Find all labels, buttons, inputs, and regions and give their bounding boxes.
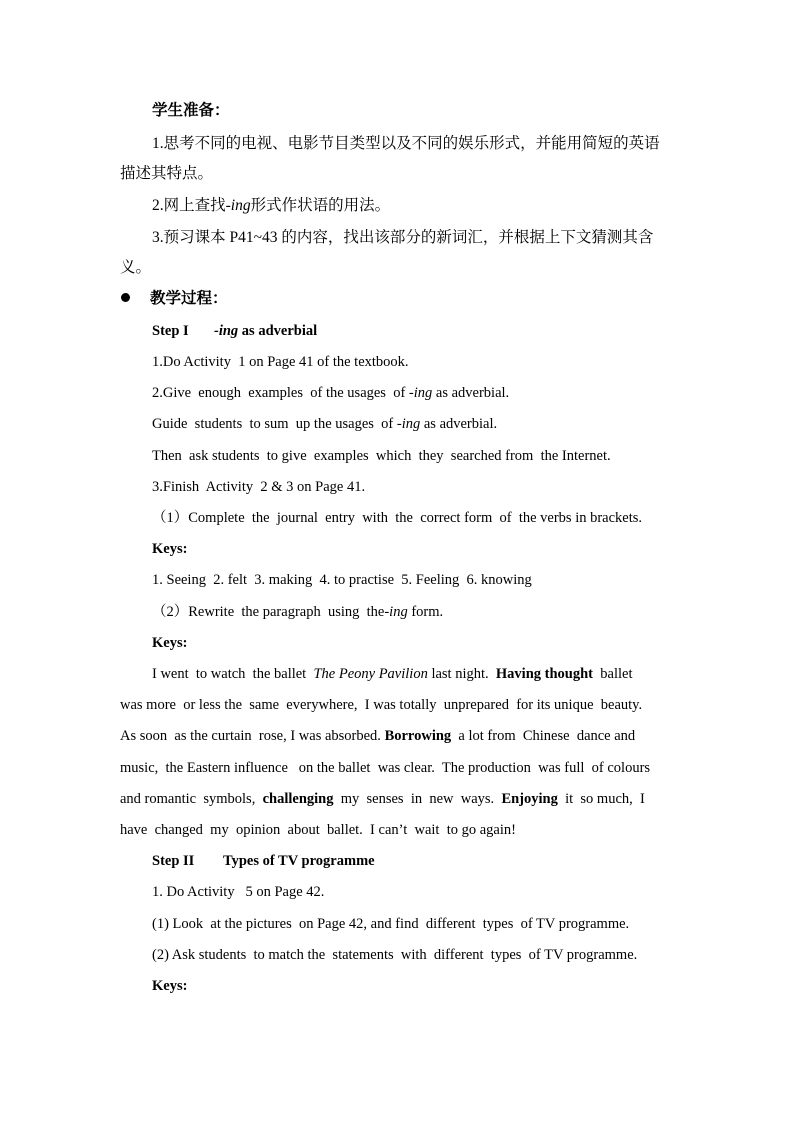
para-line-5-b: my senses in new ways. [333, 791, 502, 807]
step1-sub-2 [152, 602, 443, 622]
prep-item-2-prefix: 2.网上查找 [152, 197, 226, 214]
para-line-2: was more or less the same everywhere, I was totally unprepared for its unique beauty. [120, 697, 643, 713]
step1-line-1: 1.Do Activity 1 on Page 41 of the textbook. [152, 354, 409, 370]
prep-item-1-line-2: 描述其特点。 [120, 165, 214, 182]
para-line-3 [120, 726, 635, 746]
para-line-3-a: As soon as the curtain rose, I was absorbed. [120, 728, 385, 744]
step1-line-3 [152, 414, 497, 434]
prep-item-1-line-1: 1.思考不同的电视、电影节目类型以及不同的娱乐形式，并能用简短的英语 [152, 135, 660, 152]
process-heading: 教学过程： [150, 290, 228, 307]
para-line-5-a: and romantic symbols, [120, 791, 263, 807]
step2-label: Step II [152, 853, 195, 869]
step2-line-2: (1) Look at the pictures on Page 42, and find different types of TV programme. [152, 916, 630, 932]
step2-title: Types of TV programme [223, 853, 375, 869]
step1-sub-2-italic: -ing [384, 604, 408, 620]
prep-item-2 [152, 196, 390, 216]
step1-line-2 [152, 383, 509, 403]
para-line-1-bold: Having thought [495, 666, 594, 682]
step1-title [214, 321, 317, 341]
keys-label-3: Keys: [152, 978, 188, 994]
step1-line-4: Then ask students to give examples which they searched from the Internet. [152, 448, 611, 464]
step1-sub-2-suffix: form. [407, 604, 444, 620]
prep-item-2-italic: -ing [225, 197, 251, 214]
keys-answers-1: 1. Seeing 2. felt 3. making 4. to practise 5. Feeling 6. knowing [152, 572, 532, 588]
para-line-3-b: a lot from Chinese dance and [451, 728, 636, 744]
para-line-3-bold: Borrowing [384, 728, 452, 744]
keys-label-2: Keys: [152, 635, 188, 651]
para-line-1 [152, 664, 632, 684]
para-line-1-b: last night. [427, 666, 496, 682]
prep-item-3-line-2: 义。 [120, 259, 152, 276]
para-line-1-italic: The Peony Pavilion [313, 666, 428, 682]
para-line-6: have changed my opinion about ballet. I can’t wait to go again! [120, 822, 516, 838]
step1-line-3-suffix: as adverbial. [420, 416, 498, 432]
prep-item-3-line-1: 3.预习课本 P41~43 的内容，找出该部分的新词汇，并根据上下文猜测其含 [152, 229, 654, 246]
step1-line-2-italic: -ing [408, 385, 433, 401]
step1-title-rest: as adverbial [238, 323, 318, 339]
step2-line-3: (2) Ask students to match the statements with different types of TV programme. [152, 947, 638, 963]
para-line-4: music, the Eastern influence on the ballet was clear. The production was full of colours [120, 760, 651, 776]
para-line-1-a: I went to watch the ballet [152, 666, 314, 682]
step2-line-1: 1. Do Activity 5 on Page 42. [152, 884, 325, 900]
student-prep-heading: 学生准备： [152, 102, 230, 119]
para-line-5 [120, 789, 645, 809]
step1-sub-1: （1）Complete the journal entry with the correct form of the verbs in brackets. [152, 510, 643, 526]
bullet-icon [121, 293, 130, 302]
para-line-5-bold2: Enjoying [501, 791, 558, 807]
step1-line-2-suffix: as adverbial. [432, 385, 510, 401]
step1-line-5: 3.Finish Activity 2 & 3 on Page 41. [152, 479, 366, 495]
para-line-5-c: it so much, I [557, 791, 645, 807]
step1-sub-2-prefix: （2）Rewrite the paragraph using the [152, 604, 385, 620]
step1-line-3-italic: -ing [396, 416, 421, 432]
step1-line-3-prefix: Guide students to sum up the usages of [152, 416, 397, 432]
keys-label-1: Keys: [152, 541, 188, 557]
step1-line-2-prefix: 2.Give enough examples of the usages of [152, 385, 409, 401]
step1-title-italic: -ing [214, 323, 239, 339]
step1-label: Step I [152, 323, 189, 339]
para-line-1-c: ballet [593, 666, 633, 682]
prep-item-2-suffix: 形式作状语的用法。 [250, 197, 391, 214]
para-line-5-bold: challenging [262, 791, 334, 807]
